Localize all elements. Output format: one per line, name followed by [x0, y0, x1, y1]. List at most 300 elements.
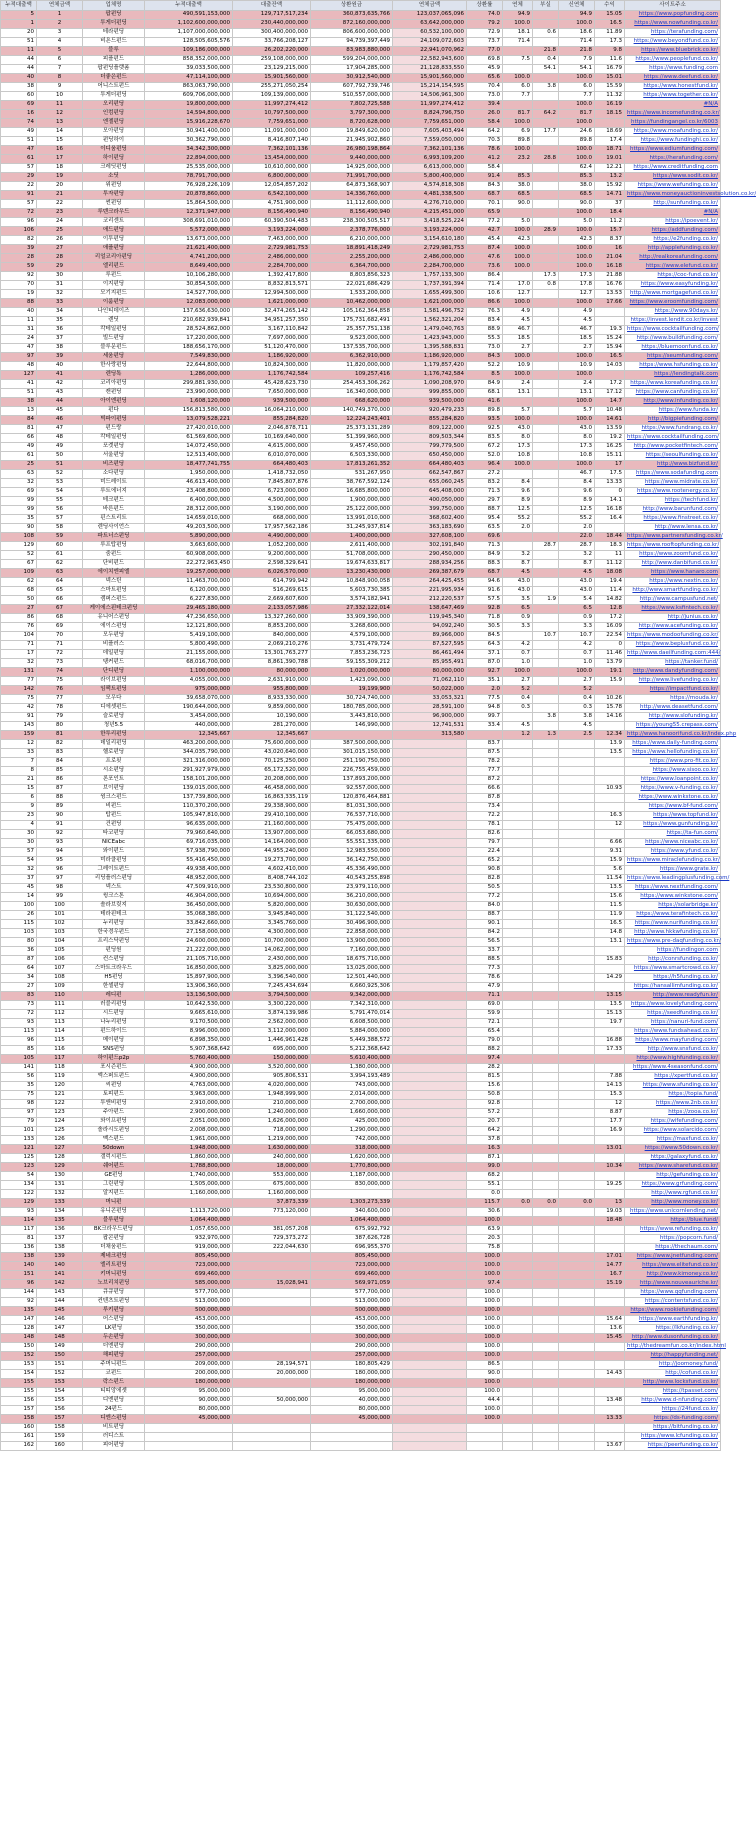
default-rate-cell[interactable]: [533, 254, 559, 263]
loan-balance-cell[interactable]: [233, 1352, 311, 1361]
repayment-rate-cell[interactable]: 92.8: [467, 605, 503, 614]
default-rate-cell[interactable]: [533, 1118, 559, 1127]
repaid-principal-cell[interactable]: 668,620,000: [311, 398, 393, 407]
cumulative-rank-cell[interactable]: 79: [1, 1118, 37, 1127]
cumulative-loan-cell[interactable]: 4,055,000,000: [145, 677, 233, 686]
overdue-rank-cell[interactable]: 127: [37, 1145, 83, 1154]
company-name-cell[interactable]: 모기지펀드: [83, 290, 145, 299]
repayment-rate-cell[interactable]: 90.1: [467, 920, 503, 929]
site-url-cell[interactable]: https://www.nurifunding.co.kr/: [625, 920, 721, 929]
new-overdue-cell[interactable]: [559, 1163, 595, 1172]
company-name-cell[interactable]: 라이브펀딩: [83, 677, 145, 686]
repaid-principal-cell[interactable]: 31,245,937,814: [311, 524, 393, 533]
new-overdue-cell[interactable]: [559, 767, 595, 776]
repayment-rate-cell[interactable]: [467, 731, 503, 740]
overdue-rank-cell[interactable]: 64: [37, 578, 83, 587]
default-rate-cell[interactable]: [533, 533, 559, 542]
site-url-cell[interactable]: http://www.slofunding.kr/: [625, 713, 721, 722]
yield-cell[interactable]: [595, 1226, 625, 1235]
cumulative-loan-cell[interactable]: 5,572,000,000: [145, 227, 233, 236]
repaid-principal-cell[interactable]: 7,802,725,588: [311, 101, 393, 110]
company-name-cell[interactable]: 에이치엔피엘: [83, 569, 145, 578]
yield-cell[interactable]: 15.59: [595, 83, 625, 92]
new-overdue-cell[interactable]: 8.4: [559, 479, 595, 488]
overdue-rank-cell[interactable]: 52: [37, 470, 83, 479]
loan-balance-cell[interactable]: [233, 1307, 311, 1316]
overdue-amount-cell[interactable]: [393, 1064, 467, 1073]
company-name-cell[interactable]: 팝콘펀딩: [83, 1235, 145, 1244]
loan-balance-cell[interactable]: 7,362,101,136: [233, 146, 311, 155]
cumulative-rank-cell[interactable]: 105: [1, 1055, 37, 1064]
overdue-rank-cell[interactable]: 51: [37, 461, 83, 470]
loan-balance-cell[interactable]: 855,284,820: [233, 416, 311, 425]
new-overdue-cell[interactable]: [559, 1064, 595, 1073]
repayment-rate-cell[interactable]: 83.2: [467, 479, 503, 488]
overdue-rate-cell[interactable]: 89.8: [503, 137, 533, 146]
repaid-principal-cell[interactable]: 453,000,000: [311, 1316, 393, 1325]
overdue-rate-cell[interactable]: [503, 1235, 533, 1244]
company-name-cell[interactable]: 두손펀딩: [83, 1334, 145, 1343]
cumulative-loan-cell[interactable]: 6,400,000,000: [145, 497, 233, 506]
new-overdue-cell[interactable]: [559, 947, 595, 956]
company-name-cell[interactable]: 비펀드: [83, 803, 145, 812]
cumulative-loan-cell[interactable]: 5,800,490,000: [145, 641, 233, 650]
overdue-rank-cell[interactable]: 45: [37, 407, 83, 416]
overdue-rank-cell[interactable]: 62: [37, 560, 83, 569]
repayment-rate-cell[interactable]: 82.8: [467, 875, 503, 884]
loan-balance-cell[interactable]: 45,428,623,730: [233, 380, 311, 389]
default-rate-cell[interactable]: [533, 1163, 559, 1172]
repaid-principal-cell[interactable]: 140,749,370,000: [311, 407, 393, 416]
overdue-rank-cell[interactable]: 67: [37, 605, 83, 614]
cumulative-rank-cell[interactable]: 125: [1, 1154, 37, 1163]
overdue-rank-cell[interactable]: 48: [37, 434, 83, 443]
repayment-rate-cell[interactable]: 88.7: [467, 911, 503, 920]
site-url-cell[interactable]: https://topia.fund/: [625, 1091, 721, 1100]
site-url-cell[interactable]: https://www.rootenergy.co.kr/: [625, 488, 721, 497]
default-rate-cell[interactable]: [533, 974, 559, 983]
company-name-cell[interactable]: 솔라브릿지: [83, 902, 145, 911]
yield-cell[interactable]: 16.5: [595, 20, 625, 29]
overdue-amount-cell[interactable]: [393, 1208, 467, 1217]
repayment-rate-cell[interactable]: 77.7: [467, 767, 503, 776]
loan-balance-cell[interactable]: 14,164,000,000: [233, 839, 311, 848]
yield-cell[interactable]: [595, 767, 625, 776]
cumulative-rank-cell[interactable]: 99: [1, 497, 37, 506]
loan-balance-cell[interactable]: 1,240,000,000: [233, 1109, 311, 1118]
overdue-rank-cell[interactable]: 98: [37, 884, 83, 893]
cumulative-rank-cell[interactable]: 88: [1, 299, 37, 308]
site-url-cell[interactable]: http://bigpiefunding.com/: [625, 416, 721, 425]
site-url-cell[interactable]: https://www.popfunding.com: [625, 11, 721, 20]
yield-cell[interactable]: 15.94: [595, 344, 625, 353]
loan-balance-cell[interactable]: 8,156,490,940: [233, 209, 311, 218]
overdue-rate-cell[interactable]: 3.3: [503, 623, 533, 632]
repayment-rate-cell[interactable]: 100.0: [467, 1406, 503, 1415]
repayment-rate-cell[interactable]: 100.0: [467, 1307, 503, 1316]
repayment-rate-cell[interactable]: 74.0: [467, 11, 503, 20]
loan-balance-cell[interactable]: 50,000,000: [233, 1397, 311, 1406]
yield-cell[interactable]: 11.9: [595, 911, 625, 920]
default-rate-cell[interactable]: [533, 326, 559, 335]
overdue-rank-cell[interactable]: 103: [37, 929, 83, 938]
repaid-principal-cell[interactable]: 18,675,710,000: [311, 956, 393, 965]
overdue-rate-cell[interactable]: [503, 875, 533, 884]
company-name-cell[interactable]: 알지펀드: [83, 1190, 145, 1199]
overdue-amount-cell[interactable]: 3,193,224,000: [393, 227, 467, 236]
site-url-cell[interactable]: https://bitfunding.co.kr/: [625, 1424, 721, 1433]
overdue-rank-cell[interactable]: 86: [37, 776, 83, 785]
new-overdue-cell[interactable]: 24.6: [559, 128, 595, 137]
default-rate-cell[interactable]: [533, 659, 559, 668]
header-cell[interactable]: 연체금액: [37, 1, 83, 11]
cumulative-rank-cell[interactable]: 64: [1, 965, 37, 974]
overdue-rate-cell[interactable]: [503, 1055, 533, 1064]
site-url-cell[interactable]: https://www.refunding.co.kr/: [625, 1226, 721, 1235]
overdue-amount-cell[interactable]: [393, 1271, 467, 1280]
site-url-cell[interactable]: https://terafunding.com/: [625, 29, 721, 38]
loan-balance-cell[interactable]: 4,500,000,000: [233, 497, 311, 506]
default-rate-cell[interactable]: [533, 1424, 559, 1433]
default-rate-cell[interactable]: [533, 245, 559, 254]
site-url-cell[interactable]: https://www.winkstone.co.kr/: [625, 794, 721, 803]
cumulative-loan-cell[interactable]: 2,008,000,000: [145, 1127, 233, 1136]
cumulative-rank-cell[interactable]: 86: [1, 614, 37, 623]
header-cell[interactable]: 연체: [503, 1, 533, 11]
yield-cell[interactable]: 11.46: [595, 650, 625, 659]
loan-balance-cell[interactable]: 29,410,100,000: [233, 812, 311, 821]
default-rate-cell[interactable]: [533, 1271, 559, 1280]
overdue-rank-cell[interactable]: 22: [37, 200, 83, 209]
loan-balance-cell[interactable]: 2,284,700,000: [233, 263, 311, 272]
loan-balance-cell[interactable]: 7,845,807,876: [233, 479, 311, 488]
default-rate-cell[interactable]: [533, 641, 559, 650]
overdue-rank-cell[interactable]: 19: [37, 173, 83, 182]
company-name-cell[interactable]: 누리펀딩: [83, 920, 145, 929]
cumulative-loan-cell[interactable]: 13,079,528,221: [145, 416, 233, 425]
yield-cell[interactable]: 19.3: [595, 326, 625, 335]
overdue-rank-cell[interactable]: 30: [37, 272, 83, 281]
new-overdue-cell[interactable]: [559, 1271, 595, 1280]
new-overdue-cell[interactable]: [559, 1388, 595, 1397]
loan-balance-cell[interactable]: 10,190,000: [233, 713, 311, 722]
company-name-cell[interactable]: 유니어스펀딩: [83, 614, 145, 623]
overdue-amount-cell[interactable]: [393, 1262, 467, 1271]
new-overdue-cell[interactable]: 17.8: [559, 281, 595, 290]
cumulative-loan-cell[interactable]: 47,509,910,000: [145, 884, 233, 893]
yield-cell[interactable]: 13.5: [595, 1001, 625, 1010]
overdue-rate-cell[interactable]: 2.7: [503, 344, 533, 353]
loan-balance-cell[interactable]: 28,194,571: [233, 1361, 311, 1370]
cumulative-loan-cell[interactable]: 27,158,000,000: [145, 929, 233, 938]
new-overdue-cell[interactable]: 100.0: [559, 299, 595, 308]
repaid-principal-cell[interactable]: 8,720,628,000: [311, 119, 393, 128]
cumulative-rank-cell[interactable]: 72: [1, 209, 37, 218]
overdue-rate-cell[interactable]: [503, 1280, 533, 1289]
site-url-cell[interactable]: https://tanker.fund/: [625, 659, 721, 668]
overdue-amount-cell[interactable]: 15,901,560,000: [393, 74, 467, 83]
loan-balance-cell[interactable]: [233, 1289, 311, 1298]
repaid-principal-cell[interactable]: 23,979,110,000: [311, 884, 393, 893]
overdue-rank-cell[interactable]: 79: [37, 713, 83, 722]
loan-balance-cell[interactable]: 70,125,250,000: [233, 758, 311, 767]
overdue-rate-cell[interactable]: 7.5: [503, 56, 533, 65]
yield-cell[interactable]: [595, 776, 625, 785]
cumulative-loan-cell[interactable]: 4,900,000,000: [145, 1073, 233, 1082]
new-overdue-cell[interactable]: [559, 938, 595, 947]
cumulative-rank-cell[interactable]: 91: [1, 191, 37, 200]
loan-balance-cell[interactable]: [233, 1406, 311, 1415]
company-name-cell[interactable]: 레디펀: [83, 992, 145, 1001]
yield-cell[interactable]: [595, 1307, 625, 1316]
new-overdue-cell[interactable]: 100.0: [559, 461, 595, 470]
overdue-amount-cell[interactable]: 400,050,000: [393, 497, 467, 506]
company-name-cell[interactable]: 한사랑펀딩: [83, 362, 145, 371]
repayment-rate-cell[interactable]: 100.0: [467, 1379, 503, 1388]
yield-cell[interactable]: 15.78: [595, 704, 625, 713]
cumulative-loan-cell[interactable]: 9,170,500,000: [145, 1019, 233, 1028]
repaid-principal-cell[interactable]: 14,925,000,000: [311, 164, 393, 173]
repaid-principal-cell[interactable]: 10,462,000,000: [311, 299, 393, 308]
repayment-rate-cell[interactable]: 64.3: [467, 641, 503, 650]
new-overdue-cell[interactable]: [559, 1046, 595, 1055]
header-cell[interactable]: 부실: [533, 1, 559, 11]
cumulative-loan-cell[interactable]: 2,900,000,000: [145, 1109, 233, 1118]
overdue-rank-cell[interactable]: 140: [37, 1262, 83, 1271]
overdue-rate-cell[interactable]: [503, 1172, 533, 1181]
cumulative-loan-cell[interactable]: 4,741,200,000: [145, 254, 233, 263]
company-name-cell[interactable]: 투게더펀딩: [83, 92, 145, 101]
overdue-amount-cell[interactable]: 2,284,700,000: [393, 263, 467, 272]
loan-balance-cell[interactable]: [233, 1379, 311, 1388]
repaid-principal-cell[interactable]: 238,300,505,517: [311, 218, 393, 227]
company-name-cell[interactable]: GE펀딩: [83, 1172, 145, 1181]
overdue-rate-cell[interactable]: 90.0: [503, 200, 533, 209]
overdue-rate-cell[interactable]: [503, 812, 533, 821]
company-name-cell[interactable]: 와이프펀딩: [83, 1118, 145, 1127]
yield-cell[interactable]: 17: [595, 461, 625, 470]
overdue-rate-cell[interactable]: 100.0: [503, 668, 533, 677]
overdue-amount-cell[interactable]: [393, 749, 467, 758]
new-overdue-cell[interactable]: 2.4: [559, 380, 595, 389]
yield-cell[interactable]: [595, 317, 625, 326]
loan-balance-cell[interactable]: 1,446,961,428: [233, 1037, 311, 1046]
company-name-cell[interactable]: 갤럭시펀드: [83, 1154, 145, 1163]
company-name-cell[interactable]: 이디움펀딩: [83, 146, 145, 155]
overdue-amount-cell[interactable]: [393, 1235, 467, 1244]
overdue-amount-cell[interactable]: 1,621,000,000: [393, 299, 467, 308]
repaid-principal-cell[interactable]: 5,884,000,000: [311, 1028, 393, 1037]
repayment-rate-cell[interactable]: 100.0: [467, 1388, 503, 1397]
overdue-rank-cell[interactable]: 60: [37, 542, 83, 551]
repaid-principal-cell[interactable]: 81,031,300,000: [311, 803, 393, 812]
overdue-rank-cell[interactable]: 9: [37, 83, 83, 92]
overdue-rank-cell[interactable]: 129: [37, 1163, 83, 1172]
loan-balance-cell[interactable]: 29,338,900,000: [233, 803, 311, 812]
overdue-rate-cell[interactable]: 100.0: [503, 119, 533, 128]
new-overdue-cell[interactable]: 100.0: [559, 254, 595, 263]
cumulative-loan-cell[interactable]: 19,800,000,000: [145, 101, 233, 110]
repaid-principal-cell[interactable]: 83,983,880,000: [311, 47, 393, 56]
yield-cell[interactable]: 13.79: [595, 659, 625, 668]
default-rate-cell[interactable]: [533, 470, 559, 479]
company-name-cell[interactable]: 리얼코리아펀딩: [83, 254, 145, 263]
site-url-cell[interactable]: https://seumfunding.com/: [625, 353, 721, 362]
repayment-rate-cell[interactable]: 100.0: [467, 1415, 503, 1424]
loan-balance-cell[interactable]: 4,751,900,000: [233, 200, 311, 209]
company-name-cell[interactable]: 큐큐펀딩: [83, 1289, 145, 1298]
cumulative-loan-cell[interactable]: 3,663,600,000: [145, 542, 233, 551]
repaid-principal-cell[interactable]: 38,767,592,124: [311, 479, 393, 488]
overdue-amount-cell[interactable]: [393, 1361, 467, 1370]
cumulative-rank-cell[interactable]: 96: [1, 1037, 37, 1046]
overdue-rank-cell[interactable]: 11: [37, 101, 83, 110]
overdue-amount-cell[interactable]: [393, 1118, 467, 1127]
cumulative-loan-cell[interactable]: 513,000,000: [145, 1298, 233, 1307]
new-overdue-cell[interactable]: 5.7: [559, 407, 595, 416]
overdue-amount-cell[interactable]: 1,090,208,970: [393, 380, 467, 389]
site-url-cell[interactable]: http://cofund.co.kr/: [625, 1370, 721, 1379]
overdue-amount-cell[interactable]: 3,418,525,224: [393, 218, 467, 227]
company-name-cell[interactable]: 에이스펀딩: [83, 623, 145, 632]
repaid-principal-cell[interactable]: 1,533,200,000: [311, 290, 393, 299]
overdue-rank-cell[interactable]: 77: [37, 695, 83, 704]
yield-cell[interactable]: [595, 1190, 625, 1199]
cumulative-loan-cell[interactable]: 11,463,700,000: [145, 578, 233, 587]
loan-balance-cell[interactable]: 2,430,000,000: [233, 956, 311, 965]
yield-cell[interactable]: [595, 1064, 625, 1073]
default-rate-cell[interactable]: [533, 1262, 559, 1271]
default-rate-cell[interactable]: [533, 812, 559, 821]
new-overdue-cell[interactable]: 90.0: [559, 200, 595, 209]
overdue-rank-cell[interactable]: 91: [37, 821, 83, 830]
yield-cell[interactable]: 16.09: [595, 623, 625, 632]
overdue-rank-cell[interactable]: 56: [37, 506, 83, 515]
overdue-rate-cell[interactable]: [503, 848, 533, 857]
overdue-rate-cell[interactable]: 85.3: [503, 173, 533, 182]
site-url-cell[interactable]: https://www.honestfund.kr/: [625, 83, 721, 92]
yield-cell[interactable]: 13.59: [595, 425, 625, 434]
repaid-principal-cell[interactable]: 11,112,600,000: [311, 200, 393, 209]
new-overdue-cell[interactable]: [559, 1100, 595, 1109]
repayment-rate-cell[interactable]: 88.3: [467, 560, 503, 569]
site-url-cell[interactable]: https://www.jnetfunding.com/: [625, 1253, 721, 1262]
default-rate-cell[interactable]: [533, 956, 559, 965]
site-url-cell[interactable]: https://www.wefunding.co.kr/: [625, 182, 721, 191]
cumulative-rank-cell[interactable]: 36: [1, 947, 37, 956]
loan-balance-cell[interactable]: 32,474,265,142: [233, 308, 311, 317]
overdue-amount-cell[interactable]: [393, 1091, 467, 1100]
yield-cell[interactable]: [595, 1433, 625, 1442]
cumulative-loan-cell[interactable]: 350,000,000: [145, 1325, 233, 1334]
repaid-principal-cell[interactable]: 2,378,776,000: [311, 227, 393, 236]
cumulative-loan-cell[interactable]: 180,000,000: [145, 1379, 233, 1388]
company-name-cell[interactable]: 프리스닥펀딩: [83, 938, 145, 947]
default-rate-cell[interactable]: [533, 569, 559, 578]
repayment-rate-cell[interactable]: 100.0: [467, 1298, 503, 1307]
cumulative-loan-cell[interactable]: 1,107,000,000,000: [145, 29, 233, 38]
company-name-cell[interactable]: 어니스트펀드: [83, 83, 145, 92]
repaid-principal-cell[interactable]: [311, 1424, 393, 1433]
overdue-amount-cell[interactable]: [393, 848, 467, 857]
site-url-cell[interactable]: https://www.ksfintech.co.kr/: [625, 605, 721, 614]
repaid-principal-cell[interactable]: 872,160,000,000: [311, 20, 393, 29]
repaid-principal-cell[interactable]: 17,813,261,352: [311, 461, 393, 470]
default-rate-cell[interactable]: [533, 1127, 559, 1136]
overdue-amount-cell[interactable]: 1,423,943,000: [393, 335, 467, 344]
repayment-rate-cell[interactable]: 33.4: [467, 722, 503, 731]
new-overdue-cell[interactable]: [559, 893, 595, 902]
loan-balance-cell[interactable]: 3,825,000,000: [233, 965, 311, 974]
yield-cell[interactable]: 13.48: [595, 1397, 625, 1406]
company-name-cell[interactable]: 소다펀딩: [83, 470, 145, 479]
overdue-amount-cell[interactable]: [393, 947, 467, 956]
overdue-amount-cell[interactable]: 920,479,233: [393, 407, 467, 416]
yield-cell[interactable]: 11.54: [595, 875, 625, 884]
overdue-rank-cell[interactable]: 136: [37, 1226, 83, 1235]
cumulative-rank-cell[interactable]: 151: [1, 1271, 37, 1280]
company-name-cell[interactable]: 아이엔펀딩: [83, 398, 145, 407]
site-url-cell[interactable]: https://www.beplusfund.co.kr/: [625, 641, 721, 650]
loan-balance-cell[interactable]: 259,108,000,000: [233, 56, 311, 65]
repaid-principal-cell[interactable]: 22,021,686,429: [311, 281, 393, 290]
overdue-rate-cell[interactable]: [503, 1289, 533, 1298]
default-rate-cell[interactable]: [533, 146, 559, 155]
company-name-cell[interactable]: 주머니펀드: [83, 1361, 145, 1370]
repayment-rate-cell[interactable]: 86.4: [467, 272, 503, 281]
default-rate-cell[interactable]: [533, 560, 559, 569]
cumulative-loan-cell[interactable]: 18,477,741,755: [145, 461, 233, 470]
site-url-cell[interactable]: https://www.rookiefunding.com/: [625, 1307, 721, 1316]
loan-balance-cell[interactable]: 12,994,500,000: [233, 290, 311, 299]
cumulative-loan-cell[interactable]: 6,898,350,000: [145, 1037, 233, 1046]
cumulative-loan-cell[interactable]: 29,465,180,000: [145, 605, 233, 614]
repaid-principal-cell[interactable]: 1,770,800,000: [311, 1163, 393, 1172]
repaid-principal-cell[interactable]: 5,212,368,642: [311, 1046, 393, 1055]
default-rate-cell[interactable]: [533, 1325, 559, 1334]
repayment-rate-cell[interactable]: 77.0: [467, 47, 503, 56]
site-url-cell[interactable]: https://www.zoomfund.co.kr/: [625, 551, 721, 560]
new-overdue-cell[interactable]: 42.3: [559, 236, 595, 245]
company-name-cell[interactable]: 스마트펀딩: [83, 587, 145, 596]
overdue-rate-cell[interactable]: 43.0: [503, 425, 533, 434]
yield-cell[interactable]: 13.1: [595, 938, 625, 947]
company-name-cell[interactable]: 칵테일펀딩: [83, 326, 145, 335]
company-name-cell[interactable]: 인컴펀딩: [83, 110, 145, 119]
default-rate-cell[interactable]: [533, 119, 559, 128]
overdue-amount-cell[interactable]: [393, 1253, 467, 1262]
cumulative-loan-cell[interactable]: 46,904,000,000: [145, 893, 233, 902]
yield-cell[interactable]: 15.24: [595, 335, 625, 344]
company-name-cell[interactable]: 탱커펀드: [83, 659, 145, 668]
cumulative-rank-cell[interactable]: 47: [1, 344, 37, 353]
repaid-principal-cell[interactable]: 66,053,680,000: [311, 830, 393, 839]
overdue-rank-cell[interactable]: 15: [37, 137, 83, 146]
cumulative-loan-cell[interactable]: 440,000,000: [145, 722, 233, 731]
repayment-rate-cell[interactable]: 79.2: [467, 20, 503, 29]
cumulative-rank-cell[interactable]: 156: [1, 1397, 37, 1406]
overdue-amount-cell[interactable]: [393, 776, 467, 785]
cumulative-loan-cell[interactable]: 30,854,500,000: [145, 281, 233, 290]
loan-balance-cell[interactable]: 905,806,531: [233, 1073, 311, 1082]
cumulative-loan-cell[interactable]: 863,063,790,000: [145, 83, 233, 92]
header-cell[interactable]: 신연체: [559, 1, 595, 11]
default-rate-cell[interactable]: [533, 668, 559, 677]
site-url-cell[interactable]: https://www.creditfunding.com: [625, 164, 721, 173]
loan-balance-cell[interactable]: 3,945,840,000: [233, 911, 311, 920]
overdue-rank-cell[interactable]: 157: [37, 1415, 83, 1424]
default-rate-cell[interactable]: [533, 578, 559, 587]
